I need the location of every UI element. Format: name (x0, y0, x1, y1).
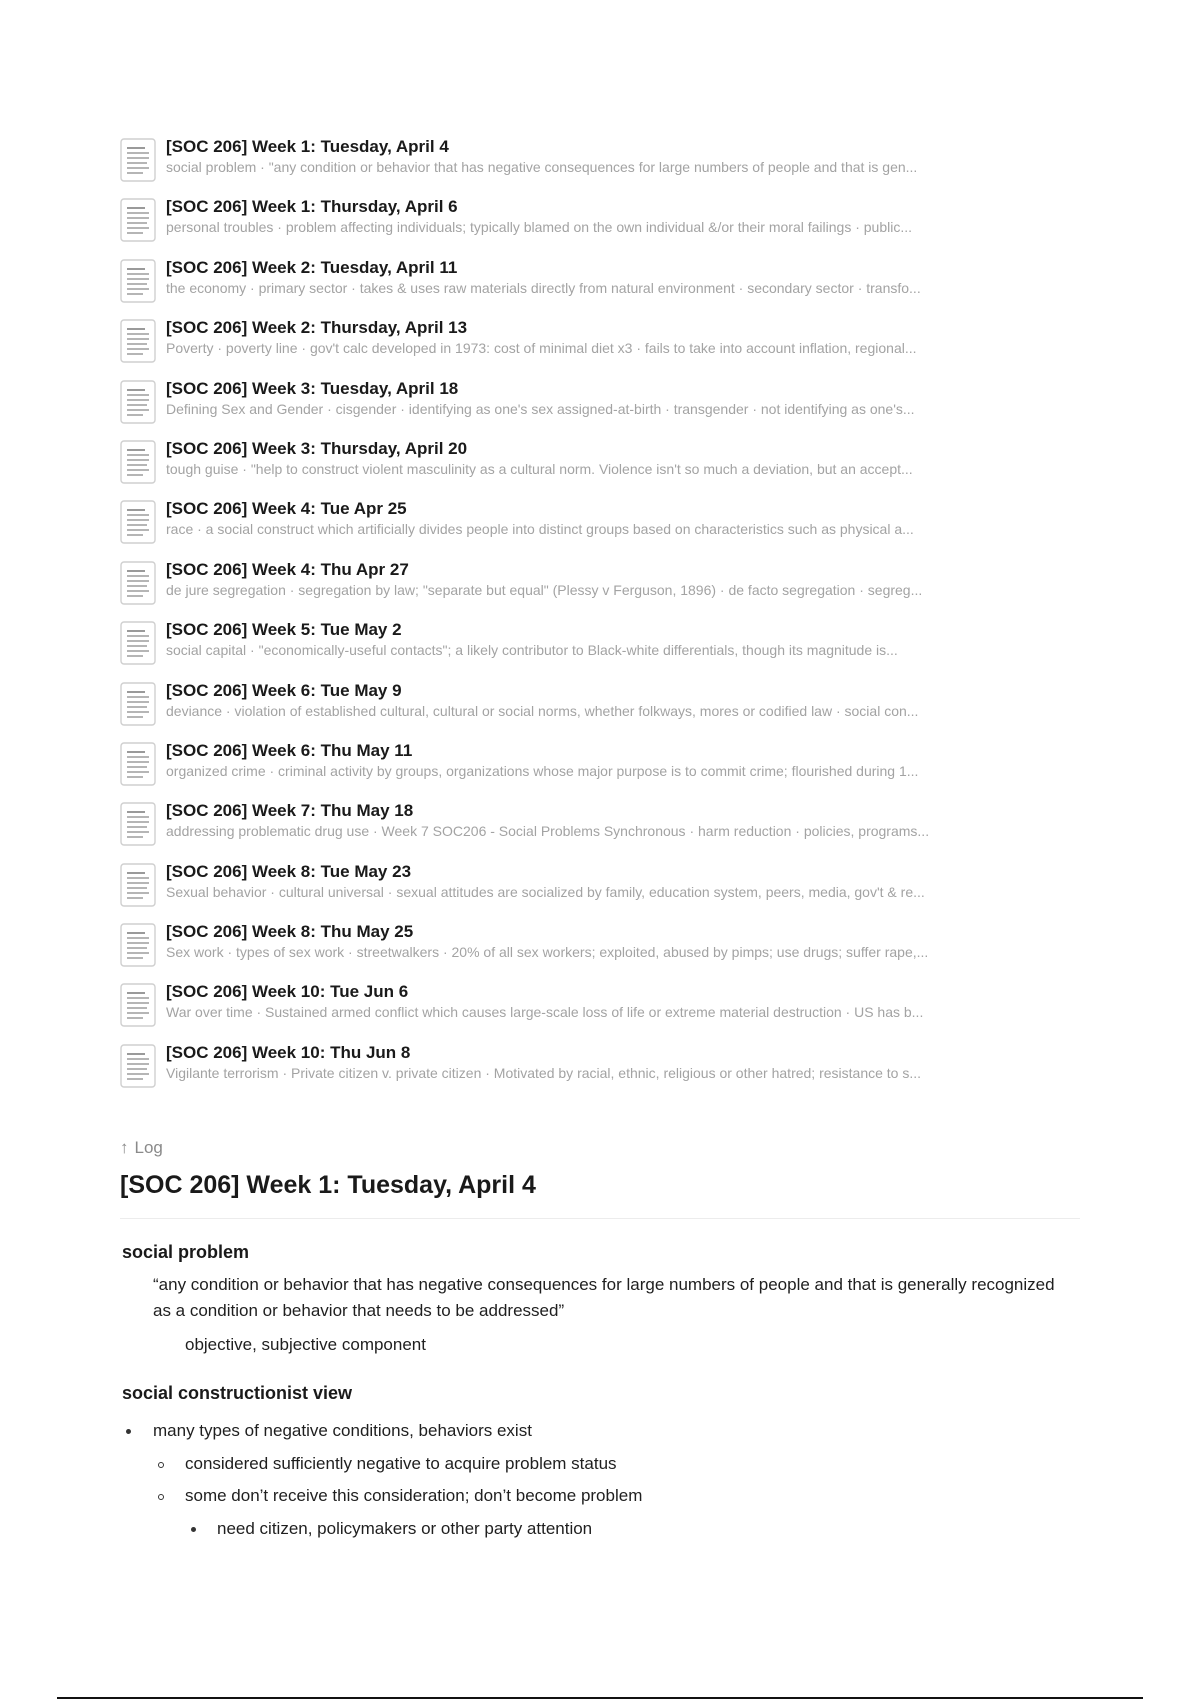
list-item[interactable] (120, 136, 1070, 196)
list-item[interactable] (120, 559, 1070, 619)
document-icon (120, 380, 156, 424)
bullet-item: considered sufficiently negative to acquire problem status (185, 1454, 617, 1473)
list-item-title: [SOC 206] Week 3: Tuesday, April 18 (166, 378, 459, 398)
sub-point: objective, subjective component (185, 1335, 426, 1354)
list-item-text (166, 257, 1070, 298)
list-item-title: [SOC 206] Week 6: Tue May 9 (166, 680, 402, 700)
heading-social-constructionist-view: social constructionist view (122, 1383, 353, 1403)
document-icon (120, 742, 156, 786)
list-item[interactable] (120, 196, 1070, 256)
list-item-preview: the economy · primary sector · takes & uses raw materials directly from natural environment · secondary sector · transfo... (166, 279, 921, 296)
back-link-log[interactable] (120, 1137, 163, 1159)
list-item[interactable] (120, 498, 1070, 558)
list-item-text (166, 1042, 1070, 1083)
list-item-text (166, 378, 1070, 419)
list-item[interactable] (120, 921, 1070, 981)
list-item-text (166, 981, 1070, 1022)
list-item-preview: tough guise · "help to construct violent masculinity as a cultural norm. Violence isn't so much a deviation, but an accept... (166, 460, 913, 477)
bottom-rule (57, 1697, 1143, 1699)
list-item[interactable] (120, 619, 1070, 679)
list-item-title: [SOC 206] Week 3: Thursday, April 20 (166, 438, 468, 458)
bullet-item: need citizen, policymakers or other party attention (217, 1519, 593, 1538)
list-item-text (166, 921, 1070, 962)
list-item[interactable] (120, 378, 1070, 438)
list-item-preview: Defining Sex and Gender · cisgender · identifying as one's sex assigned-at-birth · transgender · not identifying as one's... (166, 400, 915, 417)
document-icon (120, 802, 156, 846)
list-item-title: [SOC 206] Week 6: Thu May 11 (166, 740, 413, 760)
list-item-preview: deviance · violation of established cultural, cultural or social norms, whether folkways, mores or codified law · social con... (166, 702, 919, 719)
heading-social-problem: social problem (122, 1242, 250, 1262)
list-item-text (166, 680, 1070, 721)
bullet-dot-icon (191, 1527, 196, 1532)
list-item[interactable] (120, 438, 1070, 498)
list-item[interactable] (120, 317, 1070, 377)
list-item-title: [SOC 206] Week 7: Thu May 18 (166, 801, 414, 821)
list-item[interactable] (120, 680, 1070, 740)
list-item-title: [SOC 206] Week 10: Tue Jun 6 (166, 982, 409, 1002)
list-item-title: [SOC 206] Week 2: Thursday, April 13 (166, 318, 468, 338)
bullet-item: many types of negative conditions, behaviors exist (153, 1421, 532, 1440)
list-item-text (166, 136, 1070, 177)
list-item-title: [SOC 206] Week 4: Thu Apr 27 (166, 559, 409, 579)
document-icon (120, 440, 156, 484)
list-item-preview: Sex work · types of sex work · streetwalkers · 20% of all sex workers; exploited, abused by pimps; use drugs; suffer rape,... (166, 944, 929, 961)
bullet-circle-icon (158, 1494, 164, 1500)
list-item-preview: Vigilante terrorism · Private citizen v. private citizen · Motivated by racial, ethnic, religious or other hatred; resistance to s... (166, 1064, 922, 1081)
list-item-preview: de jure segregation · segregation by law; "separate but equal" (Plessy v Ferguson, 1896) · de facto segregation · segreg... (166, 581, 923, 598)
list-item-title: [SOC 206] Week 1: Tuesday, April 4 (166, 137, 449, 156)
document-icon (120, 863, 156, 907)
definition-quote: “any condition or behavior that has negative consequences for large numbers of people and that is generally recognized as a condition or behavior that needs to be addressed” (153, 1275, 1055, 1320)
document-icon (120, 319, 156, 363)
list-item-text (166, 317, 1070, 358)
list-item-text (166, 196, 1070, 237)
page-list (120, 136, 1070, 1102)
list-item-text (166, 800, 1070, 841)
bullet-circle-icon (158, 1462, 164, 1468)
document-icon (120, 1044, 156, 1088)
list-item-title: [SOC 206] Week 10: Thu Jun 8 (166, 1042, 411, 1062)
list-item-title: [SOC 206] Week 8: Thu May 25 (166, 922, 414, 942)
list-item-title: [SOC 206] Week 2: Tuesday, April 11 (166, 257, 458, 277)
list-item-preview: race · a social construct which artificially divides people into distinct groups based on characteristics such as physical a... (166, 521, 914, 538)
page-title: [SOC 206] Week 1: Tuesday, April 4 (120, 1171, 536, 1199)
document-icon (120, 923, 156, 967)
list-item-text (166, 740, 1070, 781)
list-item[interactable] (120, 1042, 1070, 1102)
list-item-preview: addressing problematic drug use · Week 7 SOC206 - Social Problems Synchronous · harm reduction · policies, programs... (166, 823, 930, 840)
list-item-text (166, 619, 1070, 660)
document-icon (120, 259, 156, 303)
list-item-preview: organized crime · criminal activity by groups, organizations whose major purpose is to commit crime; flourished during 1... (166, 762, 919, 779)
list-item-text (166, 559, 1070, 600)
list-item[interactable] (120, 800, 1070, 860)
document-icon (120, 198, 156, 242)
list-item-preview: Poverty · poverty line · gov't calc developed in 1973: cost of minimal diet x3 · fails to take into account inflation, regional... (166, 340, 917, 357)
document-icon (120, 983, 156, 1027)
list-item[interactable] (120, 740, 1070, 800)
bullet-dot-icon (126, 1429, 131, 1434)
list-item-title: [SOC 206] Week 4: Tue Apr 25 (166, 499, 407, 519)
document-icon (120, 561, 156, 605)
document-icon (120, 138, 156, 182)
divider (120, 1218, 1080, 1219)
list-item-preview: social capital · "economically-useful contacts"; a likely contributor to Black-white differentials, though its magnitude is... (166, 642, 898, 659)
list-item[interactable] (120, 861, 1070, 921)
list-item-text (166, 861, 1070, 902)
bullet-item: some don’t receive this consideration; don’t become problem (185, 1486, 643, 1505)
list-item-preview: Sexual behavior · cultural universal · sexual attitudes are socialized by family, education system, peers, media, gov't & re... (166, 883, 925, 900)
list-item-preview: personal troubles · problem affecting individuals; typically blamed on the own individual &/or their moral failings · public... (166, 219, 913, 236)
list-item-preview: War over time · Sustained armed conflict which causes large-scale loss of life or extreme material destruction · US has b... (166, 1004, 924, 1021)
list-item[interactable] (120, 257, 1070, 317)
list-item-title: [SOC 206] Week 1: Thursday, April 6 (166, 197, 458, 217)
list-item[interactable] (120, 981, 1070, 1041)
document-icon (120, 500, 156, 544)
list-item-title: [SOC 206] Week 8: Tue May 23 (166, 861, 412, 881)
arrow-up-icon: ↑ (120, 1138, 129, 1157)
document-icon (120, 621, 156, 665)
list-item-title: [SOC 206] Week 5: Tue May 2 (166, 620, 402, 640)
list-item-text (166, 498, 1070, 539)
back-link-label: Log (134, 1138, 163, 1157)
document-icon (120, 682, 156, 726)
list-item-preview: social problem · "any condition or behavior that has negative consequences for large numbers of people and that is gen... (166, 159, 918, 175)
list-item-text (166, 438, 1070, 479)
